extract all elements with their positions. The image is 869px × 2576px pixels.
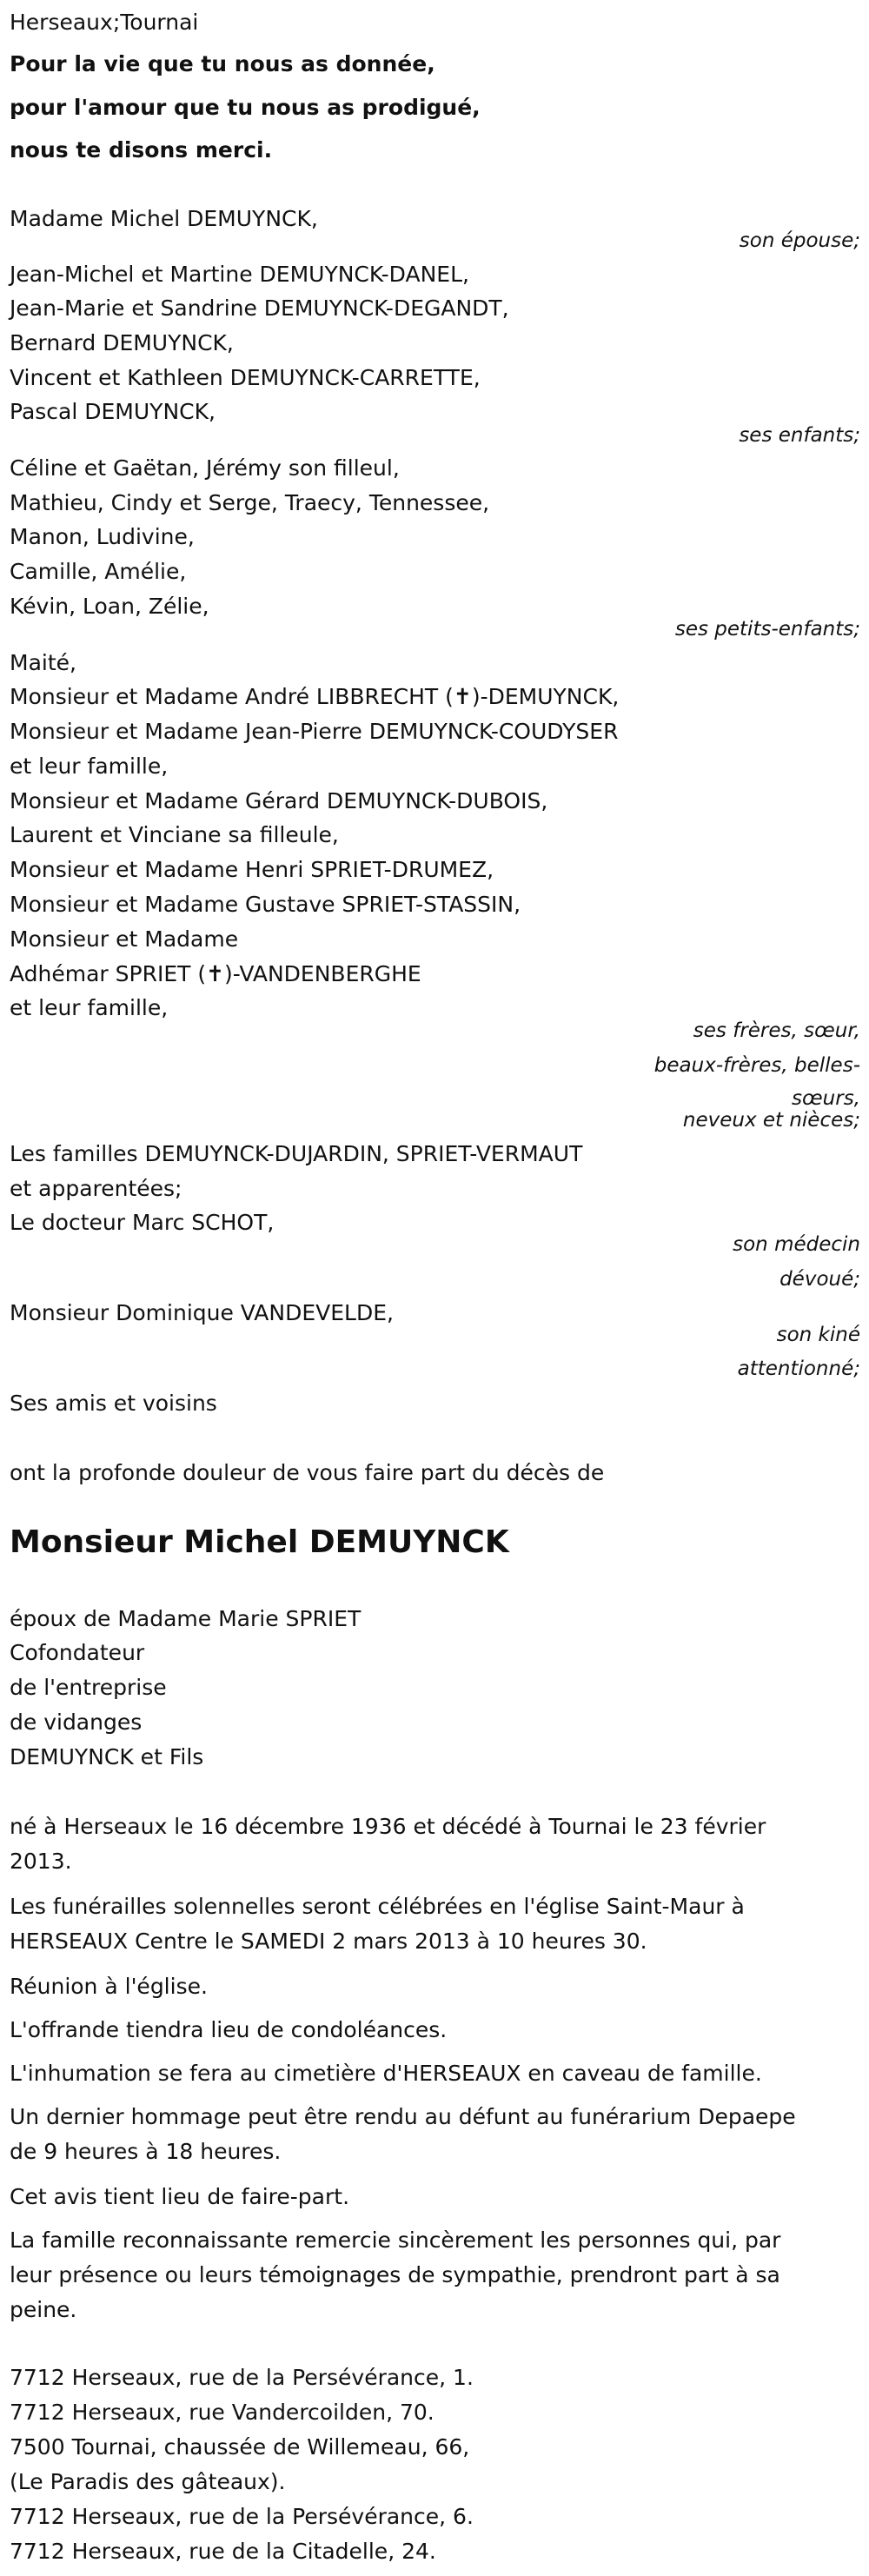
child: Jean-Michel et Martine DEMUYNCK-DANEL,	[10, 262, 469, 287]
child: Jean-Marie et Sandrine DEMUYNCK-DEGANDT,	[10, 295, 509, 321]
description-line: DEMUYNCK et Fils	[10, 1744, 204, 1769]
address: 7712 Herseaux, rue de la Persévérance, 1.	[10, 2365, 474, 2390]
address: 7500 Tournai, chaussée de Willemeau, 66,	[10, 2434, 470, 2460]
spouse: Madame Michel DEMUYNCK,	[10, 206, 318, 231]
grandchildren-role: ses petits-enfants;	[674, 618, 860, 641]
sibling: Maité,	[10, 650, 76, 675]
relatives: et apparentées;	[10, 1176, 182, 1201]
sibling: et leur famille,	[10, 995, 169, 1020]
sibling: et leur famille,	[10, 754, 169, 779]
grandchild: Manon, Ludivine,	[10, 524, 195, 549]
doctor-role: dévoué;	[779, 1268, 860, 1291]
announcement: ont la profonde douleur de vous faire part du décès de	[10, 1460, 605, 1485]
sibling: Monsieur et Madame Gérard DEMUYNCK-DUBOIS,	[10, 788, 548, 813]
thanks-info: leur présence ou leurs témoignages de sympathie, prendront part à sa	[10, 2262, 780, 2287]
burial-info: L'inhumation se fera au cimetière d'HERSEAUX en caveau de famille.	[10, 2061, 762, 2086]
birth-death: 2013.	[10, 1849, 72, 1874]
thanks-info: La famille reconnaissante remercie sincèrement les personnes qui, par	[10, 2227, 781, 2253]
thanks-info: peine.	[10, 2297, 77, 2322]
funeral-info: Les funérailles solennelles seront célébrées en l'église Saint-Maur à	[10, 1894, 745, 1919]
sibling: Monsieur et Madame	[10, 926, 239, 952]
doctor: Le docteur Marc SCHOT,	[10, 1210, 275, 1235]
sibling: Monsieur et Madame Henri SPRIET-DRUMEZ,	[10, 857, 494, 882]
poem-line-3: nous te disons merci.	[10, 137, 273, 163]
siblings-role: sœurs,	[792, 1087, 860, 1110]
address: 7712 Herseaux, rue Vandercoilden, 70.	[10, 2400, 434, 2425]
description-line: Cofondateur	[10, 1640, 145, 1665]
sibling: Monsieur et Madame Jean-Pierre DEMUYNCK-COUDYSER	[10, 719, 619, 744]
sibling: Adhémar SPRIET (✝)-VANDENBERGHE	[10, 961, 421, 986]
siblings-role: neveux et nièces;	[682, 1109, 860, 1132]
offering-info: L'offrande tiendra lieu de condoléances.	[10, 2017, 448, 2042]
sibling: Monsieur et Madame André LIBBRECHT (✝)-DEMUYNCK,	[10, 684, 620, 709]
location: Herseaux;Tournai	[10, 10, 199, 35]
tribute-info: de 9 heures à 18 heures.	[10, 2139, 282, 2164]
description-line: époux de Madame Marie SPRIET	[10, 1606, 362, 1631]
grandchild: Camille, Amélie,	[10, 559, 187, 584]
meeting-info: Réunion à l'église.	[10, 1974, 208, 1999]
siblings-role: ses frères, sœur,	[693, 1019, 860, 1042]
funeral-info: HERSEAUX Centre le SAMEDI 2 mars 2013 à 10 heures 30.	[10, 1929, 647, 1954]
physio-role: attentionné;	[737, 1358, 860, 1380]
physio: Monsieur Dominique VANDEVELDE,	[10, 1300, 394, 1325]
friends: Ses amis et voisins	[10, 1391, 217, 1416]
poem-line-1: Pour la vie que tu nous as donnée,	[10, 51, 435, 76]
physio-role: son kiné	[776, 1324, 860, 1346]
children-role: ses enfants;	[739, 424, 860, 447]
poem-line-2: pour l'amour que tu nous as prodigué,	[10, 95, 481, 120]
doctor-role: son médecin	[733, 1233, 860, 1256]
relatives: Les familles DEMUYNCK-DUJARDIN, SPRIET-VERMAUT	[10, 1141, 583, 1166]
description-line: de l'entreprise	[10, 1675, 167, 1700]
grandchild: Kévin, Loan, Zélie,	[10, 594, 209, 619]
sibling: Monsieur et Madame Gustave SPRIET-STASSIN,	[10, 892, 521, 917]
grandchild: Mathieu, Cindy et Serge, Traecy, Tennessee,	[10, 490, 490, 515]
address: (Le Paradis des gâteaux).	[10, 2469, 286, 2494]
child: Vincent et Kathleen DEMUYNCK-CARRETTE,	[10, 365, 481, 390]
tribute-info: Un dernier hommage peut être rendu au défunt au funérarium Depaepe	[10, 2104, 796, 2129]
child: Pascal DEMUYNCK,	[10, 399, 216, 424]
grandchild: Céline et Gaëtan, Jérémy son filleul,	[10, 455, 400, 481]
address: 7712 Herseaux, rue de la Citadelle, 24.	[10, 2539, 436, 2564]
siblings-role: beaux-frères, belles-	[653, 1054, 860, 1077]
notice-info: Cet avis tient lieu de faire-part.	[10, 2184, 350, 2209]
birth-death: né à Herseaux le 16 décembre 1936 et décédé à Tournai le 23 février	[10, 1814, 766, 1839]
spouse-role: son épouse;	[739, 229, 860, 252]
sibling: Laurent et Vinciane sa filleule,	[10, 822, 339, 847]
address: 7712 Herseaux, rue de la Persévérance, 6.	[10, 2504, 474, 2529]
child: Bernard DEMUYNCK,	[10, 330, 234, 355]
deceased-name: Monsieur Michel DEMUYNCK	[10, 1524, 509, 1560]
description-line: de vidanges	[10, 1710, 143, 1735]
